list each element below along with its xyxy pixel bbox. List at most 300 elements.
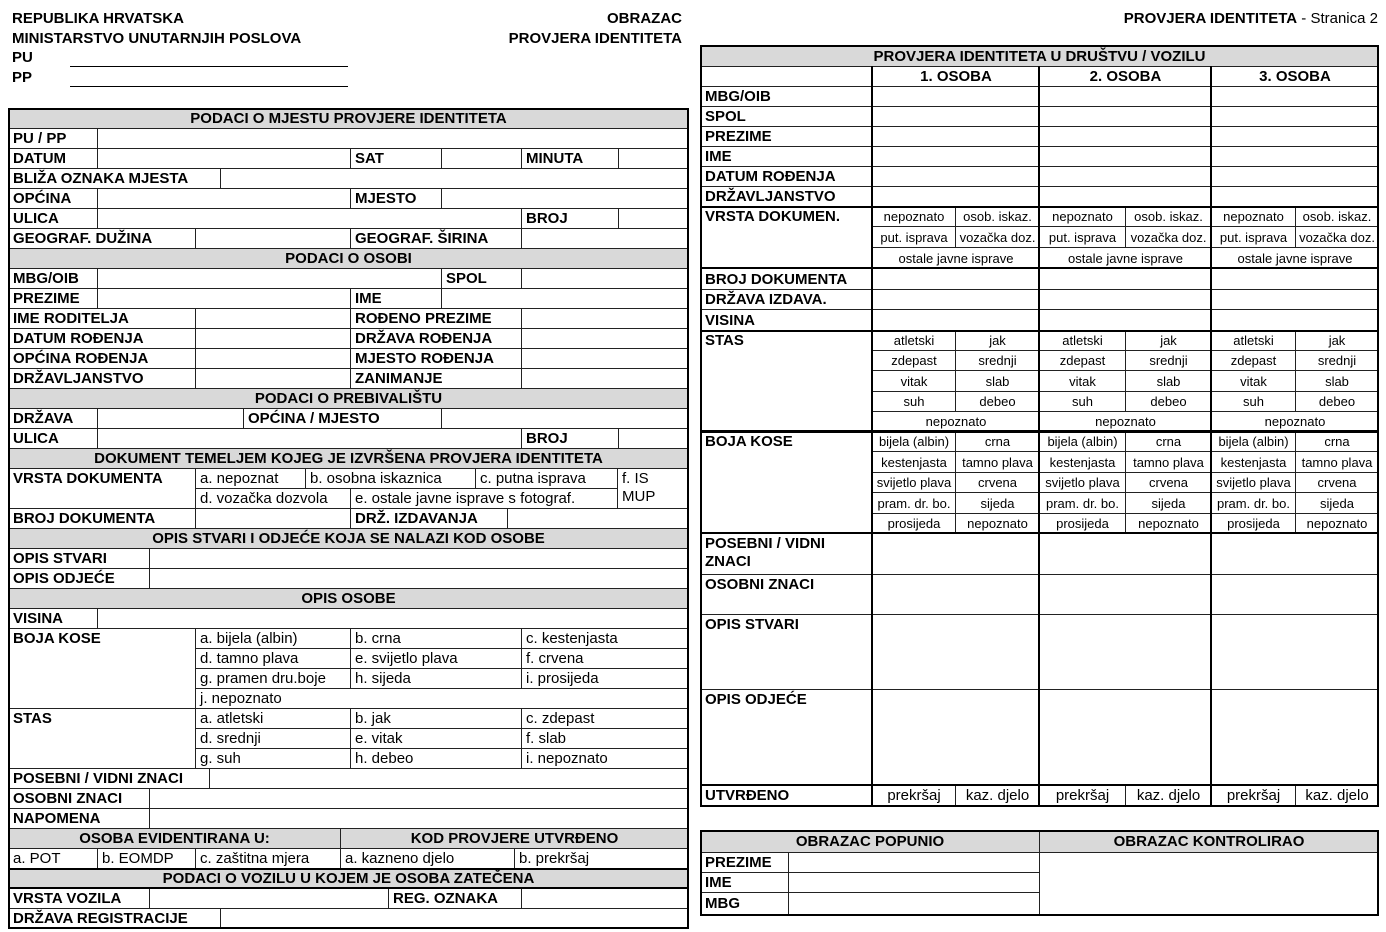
option: [1039, 451, 1126, 473]
cell-text: atletski: [1233, 333, 1274, 348]
cell-text: e. ostale javne isprave s fotograf.: [355, 490, 576, 507]
cell-text: crvena: [977, 475, 1018, 490]
option: [340, 848, 515, 869]
cell-text: GEOGRAF. DUŽINA: [13, 230, 153, 247]
cell-text: nepoznato: [925, 414, 987, 429]
option: [872, 513, 956, 534]
cell-text: osob. iskaz.: [963, 209, 1032, 224]
cell-text: g. pramen dru.boje: [200, 670, 326, 687]
option: [195, 688, 689, 709]
cell-text: NAPOMENA: [13, 810, 101, 827]
form-cell: [700, 309, 873, 331]
cell-text: sijeda: [1151, 495, 1186, 511]
form-cell: [8, 288, 98, 309]
blank-field: [700, 66, 873, 87]
option: [350, 668, 522, 689]
cell-text: PODACI O VOZILU U KOJEM JE OSOBA ZATEČENA: [162, 870, 535, 887]
cell-text: GEOGRAF. ŠIRINA: [355, 230, 489, 247]
option: [872, 226, 956, 248]
section-header: [340, 828, 689, 849]
section-header: [8, 388, 689, 409]
form-cell: [700, 166, 873, 187]
option: [514, 848, 689, 869]
option: [1295, 492, 1379, 514]
blank-field: [872, 614, 1040, 690]
cell-text: srednji: [1317, 353, 1357, 368]
cell-text: PREZIME: [13, 290, 80, 307]
form-cell: [8, 768, 210, 789]
option: [1211, 472, 1296, 493]
blank-field: [195, 308, 351, 329]
option: [305, 468, 476, 489]
option: [195, 648, 351, 669]
form-cell: [700, 289, 873, 310]
cell-text: b. osobna iskaznica: [310, 470, 442, 487]
option: [1125, 784, 1212, 807]
form-cell: [388, 888, 522, 909]
option: [1295, 431, 1379, 452]
option: [1039, 513, 1126, 534]
blank-field: [97, 428, 522, 449]
option: [350, 728, 522, 749]
pu-line: [70, 66, 348, 67]
cell-text: svijetlo plava: [876, 475, 952, 490]
blank-field: [149, 808, 689, 829]
cell-text: nepoznato: [1052, 209, 1113, 224]
cell-text: j. nepoznato: [200, 690, 282, 707]
form-cell: [8, 408, 98, 429]
blank-field: [149, 788, 689, 809]
blank-field: [521, 268, 689, 289]
cell-text: OSOBNI ZNACI: [13, 790, 123, 807]
cell-text: SAT: [355, 150, 384, 167]
blank-field: [1211, 268, 1379, 290]
blank-field: [195, 368, 351, 389]
cell-text: 2. OSOBA: [1089, 68, 1162, 85]
cell-text: a. POT: [13, 850, 61, 867]
option: [1039, 350, 1126, 371]
section-header: [8, 588, 689, 609]
form-cell: [8, 708, 196, 769]
form-cell: [521, 428, 619, 449]
cell-text: debeo: [1318, 394, 1356, 409]
option: [1125, 451, 1212, 473]
cell-text: OBRAZAC KONTROLIRAO: [1113, 833, 1305, 850]
option: [1295, 206, 1379, 227]
cell-text: f. IS MUP: [622, 470, 656, 505]
cell-text: vozačka doz.: [1130, 229, 1207, 245]
blank-field: [618, 208, 689, 229]
blank-field: [97, 288, 351, 309]
option: [1039, 492, 1126, 514]
form-cell: [8, 808, 150, 829]
option: [955, 784, 1040, 807]
form-cell: [700, 106, 873, 127]
option: [872, 492, 956, 514]
org-name: REPUBLIKA HRVATSKA: [12, 10, 184, 27]
cell-text: crna: [1155, 434, 1182, 449]
option: [1211, 391, 1296, 412]
form-cell: [8, 628, 196, 709]
blank-field: [97, 268, 442, 289]
option: [1211, 370, 1296, 392]
form-cell: [350, 328, 522, 349]
section-header: [8, 448, 689, 469]
cell-text: IME: [355, 290, 382, 307]
blank-field: [872, 86, 1040, 107]
cell-text: PODACI O OSOBI: [285, 250, 412, 267]
section-header: [8, 108, 689, 129]
cell-text: PU / PP: [13, 130, 67, 147]
cell-text: DRŽAVA: [13, 410, 74, 427]
cell-text: DRŽAVLJANSTVO: [705, 188, 836, 205]
option: [1039, 206, 1126, 227]
cell-text: kestenjasta: [1220, 454, 1287, 470]
option: [350, 648, 522, 669]
form-cell: [700, 206, 873, 269]
cell-text: OPIS STVARI: [13, 550, 107, 567]
blank-field: [220, 168, 689, 189]
cell-text: atletski: [893, 333, 935, 348]
form-cell: [243, 408, 442, 429]
option: [195, 748, 351, 769]
blank-field: [220, 908, 689, 929]
option: [872, 247, 1040, 269]
cell-text: pram. dr. bo.: [877, 495, 951, 511]
option: [521, 708, 689, 729]
cell-text: VRSTA VOZILA: [13, 890, 122, 907]
form-cell: [700, 533, 873, 575]
option: [195, 728, 351, 749]
cell-text: OPIS ODJEĆE: [13, 570, 115, 587]
cell-text: OBRAZAC POPUNIO: [795, 833, 945, 850]
form-cell: [8, 468, 196, 509]
option: [872, 784, 956, 807]
option: [1211, 206, 1296, 227]
option: [1125, 206, 1212, 227]
blank-field: [1211, 533, 1379, 575]
blank-field: [1211, 614, 1379, 690]
option: [195, 488, 351, 509]
option: [1295, 391, 1379, 412]
option: [955, 226, 1040, 248]
cell-text: h. debeo: [355, 750, 414, 767]
option: [1125, 226, 1212, 248]
option: [872, 472, 956, 493]
blank-field: [1039, 268, 1212, 290]
option: [1295, 370, 1379, 392]
form-cell: [8, 188, 98, 209]
cell-text: suh: [903, 394, 925, 409]
pu-label: PU: [12, 49, 33, 66]
form-cell: [8, 908, 221, 929]
cell-text: PROVJERA IDENTITETA U DRUŠTVU / VOZILU: [873, 47, 1206, 65]
blank-field: [872, 186, 1040, 207]
cell-text: MJESTO ROĐENJA: [355, 350, 494, 367]
form-cell: [8, 548, 150, 569]
cell-text: jak: [1160, 333, 1177, 348]
blank-field: [149, 548, 689, 569]
cell-text: suh: [1072, 394, 1093, 409]
blank-field: [618, 428, 689, 449]
form-cell: [8, 168, 221, 189]
option: [195, 708, 351, 729]
cell-text: PODACI O MJESTU PROVJERE IDENTITETA: [190, 110, 507, 127]
blank-field: [872, 533, 1040, 575]
form-cell: [700, 431, 873, 534]
cell-text: nepoznato: [1264, 414, 1326, 429]
form-cell: [521, 148, 619, 169]
option: [1211, 330, 1296, 351]
option: [1295, 513, 1379, 534]
cell-text: MINUTA: [526, 150, 584, 167]
cell-text: MBG: [705, 895, 740, 912]
pp-label: PP: [12, 69, 33, 86]
blank-field: [1039, 106, 1212, 127]
cell-text: ULICA: [13, 210, 59, 227]
cell-text: IME: [705, 148, 732, 165]
cell-text: ROĐENO PREZIME: [355, 310, 492, 327]
section-header: [700, 45, 1379, 67]
option: [97, 848, 196, 869]
option: [1125, 431, 1212, 452]
blank-field: [1039, 186, 1212, 207]
blank-field: [441, 288, 689, 309]
blank-field: [195, 348, 351, 369]
cell-text: put. isprava: [1048, 229, 1117, 245]
cell-text: DRŽAVA IZDAVA.: [705, 291, 827, 308]
cell-text: d. srednji: [200, 730, 261, 747]
option: [1295, 451, 1379, 473]
form-cell: [441, 268, 522, 289]
cell-text: d. tamno plava: [200, 650, 299, 667]
option: [521, 628, 689, 649]
cell-text: MJESTO: [355, 190, 417, 207]
cell-text: e. svijetlo plava: [355, 650, 458, 667]
cell-text: DRŽAVA ROĐENJA: [355, 330, 493, 347]
cell-text: VRSTA DOKUMENTA: [13, 470, 163, 487]
blank-field: [149, 888, 389, 909]
option: [1039, 784, 1126, 807]
cell-text: nepoznato: [1095, 414, 1156, 429]
cell-text: f. slab: [526, 730, 567, 747]
cell-text: e. vitak: [355, 730, 403, 747]
blank-field: [1039, 86, 1212, 107]
cell-text: DRŽ. IZDAVANJA: [355, 510, 478, 527]
cell-text: BROJ: [526, 430, 568, 447]
form-cell: [700, 689, 873, 785]
cell-text: SPOL: [446, 270, 487, 287]
option: [1211, 784, 1296, 807]
cell-text: VISINA: [13, 610, 64, 627]
blank-field: [209, 768, 689, 789]
blank-field: [788, 852, 1040, 873]
blank-field: [1039, 146, 1212, 167]
blank-field: [1039, 289, 1212, 310]
blank-field: [872, 689, 1040, 785]
form-cell: [700, 872, 789, 893]
cell-text: OPIS STVARI I ODJEĆE KOJA SE NALAZI KOD OSOBE: [152, 530, 545, 547]
form-cell: [8, 368, 196, 389]
form-cell: [700, 186, 873, 207]
blank-field: [1211, 689, 1379, 785]
blank-field: [1039, 574, 1212, 615]
cell-text: UTVRĐENO: [705, 787, 790, 804]
form-cell: [700, 784, 873, 807]
cell-text: put. isprava: [1219, 229, 1288, 245]
person-header: [872, 66, 1040, 87]
cell-text: BOJA KOSE: [13, 630, 101, 647]
option: [872, 391, 956, 412]
cell-text: tamno plava: [962, 454, 1033, 470]
form-cell: [700, 614, 873, 690]
option: [1125, 513, 1212, 534]
blank-field: [872, 289, 1040, 310]
blank-field: [521, 368, 689, 389]
cell-text: prekršaj: [887, 787, 941, 804]
blank-field: [521, 228, 689, 249]
section-header: [8, 868, 689, 889]
form-cell: [8, 428, 98, 449]
cell-text: prekršaj: [1055, 787, 1110, 804]
option: [1039, 391, 1126, 412]
blank-field: [97, 408, 244, 429]
cell-text: DATUM ROĐENJA: [705, 168, 836, 185]
option: [350, 488, 618, 509]
option: [1125, 472, 1212, 493]
cell-text: REG. OZNAKA: [393, 890, 498, 907]
option: [195, 668, 351, 689]
blank-field: [1211, 186, 1379, 207]
cell-text: BROJ: [526, 210, 568, 227]
form-cell: [350, 228, 522, 249]
cell-text: BROJ DOKUMENTA: [13, 510, 156, 527]
cell-text: vitak: [900, 373, 928, 389]
form-cell: [8, 208, 98, 229]
column-divider: [1210, 66, 1212, 806]
cell-text: vitak: [1069, 373, 1096, 389]
page-number: - Stranica 2: [1297, 10, 1378, 27]
option: [955, 330, 1040, 351]
cell-text: prosijeda: [887, 516, 941, 531]
option: [1125, 350, 1212, 371]
blank-field: [521, 328, 689, 349]
option: [1211, 492, 1296, 514]
option: [955, 513, 1040, 534]
cell-text: atletski: [1062, 333, 1103, 348]
cell-text: debeo: [979, 394, 1016, 409]
cell-text: DOKUMENT TEMELJEM KOJEG JE IZVRŠENA PROVJERA IDENTITETA: [94, 450, 603, 467]
cell-text: a. kazneno djelo: [345, 850, 455, 867]
form-cell: [521, 208, 619, 229]
blank-field: [195, 508, 351, 529]
cell-text: slab: [985, 373, 1010, 389]
form-cell: [8, 268, 98, 289]
blank-field: [97, 188, 351, 209]
cell-text: ZANIMANJE: [355, 370, 443, 387]
cell-text: kaz. djelo: [1305, 787, 1369, 804]
cell-text: i. nepoznato: [526, 750, 608, 767]
blank-field: [872, 126, 1040, 147]
cell-text: DATUM ROĐENJA: [13, 330, 144, 347]
cell-text: d. vozačka dozvola: [200, 490, 328, 507]
cell-text: MBG/OIB: [13, 270, 79, 287]
form-cell: [700, 126, 873, 147]
form-label: OBRAZAC: [607, 10, 682, 27]
cell-text: DRŽAVA REGISTRACIJE: [13, 910, 188, 927]
cell-text: nepoznato: [1306, 516, 1368, 531]
form-cell: [700, 330, 873, 432]
form-cell: [8, 308, 196, 329]
blank-field: [872, 268, 1040, 290]
cell-text: zdepast: [1230, 353, 1277, 368]
cell-text: PODACI O PREBIVALIŠTU: [254, 390, 443, 407]
form-cell: [700, 268, 873, 290]
cell-text: 3. OSOBA: [1259, 68, 1331, 85]
blank-field: [441, 148, 522, 169]
blank-field: [441, 188, 689, 209]
option: [1039, 330, 1126, 351]
cell-text: STAS: [705, 332, 744, 349]
cell-text: b. prekršaj: [519, 850, 590, 867]
blank-field: [1211, 86, 1379, 107]
cell-text: nepoznato: [883, 209, 945, 224]
form-cell: [700, 574, 873, 615]
cell-text: OPIS ODJEĆE: [705, 691, 807, 708]
cell-text: a. nepoznat: [200, 470, 279, 487]
cell-text: BROJ DOKUMENTA: [705, 270, 848, 288]
ministry-name: MINISTARSTVO UNUTARNJIH POSLOVA: [12, 30, 302, 47]
cell-text: h. sijeda: [355, 670, 411, 687]
cell-text: kestenjasta: [881, 454, 947, 470]
cell-text: bijela (albin): [1047, 434, 1118, 449]
cell-text: crvena: [1317, 475, 1357, 490]
cell-text: POSEBNI / VIDNI ZNACI: [13, 770, 184, 787]
person-header: [1211, 66, 1379, 87]
cell-text: BOJA KOSE: [705, 433, 793, 450]
form-cell: [8, 148, 98, 169]
cell-text: crvena: [1148, 475, 1189, 490]
option: [955, 451, 1040, 473]
option: [350, 628, 522, 649]
form-cell: [8, 328, 196, 349]
option: [1295, 330, 1379, 351]
cell-text: PREZIME: [705, 854, 772, 871]
blank-field: [1039, 689, 1212, 785]
option: [872, 431, 956, 452]
cell-text: ostale javne isprave: [1068, 250, 1183, 266]
option: [955, 350, 1040, 371]
option: [872, 411, 1040, 432]
form-cell: [8, 228, 196, 249]
cell-text: 1. OSOBA: [920, 68, 992, 85]
cell-text: kaz. djelo: [1136, 787, 1201, 804]
blank-field: [1211, 126, 1379, 147]
option: [872, 350, 956, 371]
blank-field: [1039, 852, 1379, 915]
option: [1211, 431, 1296, 452]
cell-text: b. jak: [355, 710, 391, 727]
blank-field: [1211, 289, 1379, 310]
pp-line: [70, 86, 348, 87]
option: [955, 370, 1040, 392]
blank-field: [521, 308, 689, 329]
option: [955, 472, 1040, 493]
form-cell: [700, 892, 789, 915]
option: [1295, 784, 1379, 807]
blank-field: [97, 128, 689, 149]
option: [1125, 330, 1212, 351]
